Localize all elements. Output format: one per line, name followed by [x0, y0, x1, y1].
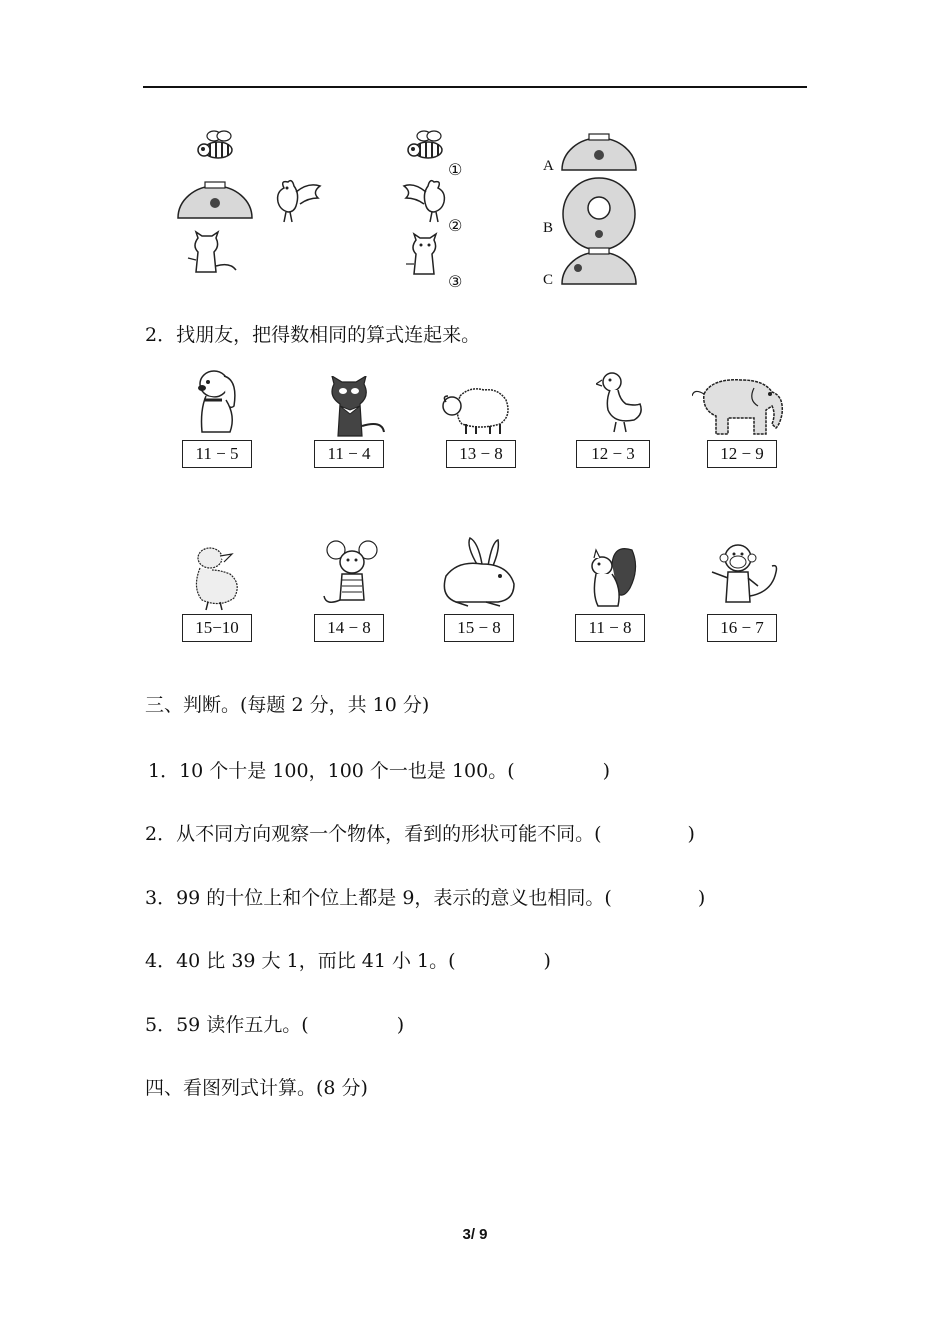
mouse-icon [322, 540, 380, 612]
option-letter-b: B [543, 220, 554, 236]
rooster-view-icon [404, 181, 444, 222]
bowl-option-a-icon [562, 134, 636, 170]
expression-box[interactable]: 14 − 8 [314, 614, 384, 642]
judge-item-text: 2．从不同方向观察一个物体，看到的形状可能不同。( [145, 823, 602, 845]
judge-item-text: 5．59 读作五九。( [145, 1014, 309, 1036]
judge-item-3 [145, 883, 705, 910]
close-paren: ) [697, 887, 706, 909]
close-paren: ) [396, 1014, 405, 1036]
close-paren: ) [543, 950, 551, 972]
bee-icon [198, 131, 232, 158]
rooster-icon [278, 181, 320, 222]
expression-box[interactable]: 16 − 7 [707, 614, 777, 642]
expression-box[interactable]: 15−10 [182, 614, 252, 642]
section-3-title: 三、判断。(每题 2 分，共 10 分) [145, 694, 430, 716]
marker-2: ② [448, 216, 463, 235]
sheep-icon [440, 386, 512, 438]
duckling-icon [190, 544, 246, 612]
judge-item-2 [145, 819, 695, 846]
expression-box[interactable]: 15 − 8 [444, 614, 514, 642]
option-letter-c: C [543, 272, 554, 288]
bowl-option-c-icon [562, 248, 636, 284]
option-letter-a: A [543, 158, 554, 174]
marker-3: ③ [448, 272, 463, 291]
squirrel-icon [584, 544, 640, 612]
cat-face-icon [326, 376, 388, 438]
bowl-icon [178, 182, 252, 218]
expression-box[interactable]: 12 − 3 [576, 440, 650, 468]
judge-item-4 [145, 946, 551, 973]
dog-icon [186, 366, 246, 438]
expression-box[interactable]: 12 − 9 [707, 440, 777, 468]
judge-item-1 [148, 756, 610, 783]
observation-figure [170, 120, 650, 300]
section-4-title: 四、看图列式计算。(8 分) [145, 1077, 368, 1099]
duck-icon [596, 370, 646, 438]
marker-1: ① [448, 160, 463, 179]
expression-box[interactable]: 13 − 8 [446, 440, 516, 468]
bee-view-icon [408, 131, 442, 158]
monkey-icon [706, 542, 780, 612]
cat-icon [188, 232, 236, 272]
rabbit-icon [436, 536, 520, 612]
elephant-icon [692, 374, 788, 440]
header-rule [143, 86, 807, 88]
expression-box[interactable]: 11 − 8 [575, 614, 645, 642]
judge-item-5 [145, 1010, 404, 1037]
page-number: 3/ 9 [462, 1226, 488, 1243]
judge-item-text: 3．99 的十位上和个位上都是 9，表示的意义也相同。( [145, 887, 612, 909]
judge-item-text: 1．10 个十是 100，100 个一也是 100。( [148, 760, 515, 782]
bowl-option-b-icon [563, 178, 635, 250]
cat-view-icon [406, 234, 436, 274]
expression-box[interactable]: 11 − 4 [314, 440, 384, 468]
judge-item-text: 4．40 比 39 大 1，而比 41 小 1。( [145, 950, 456, 972]
expression-box[interactable]: 11 − 5 [182, 440, 252, 468]
question-2-title: 2．找朋友，把得数相同的算式连起来。 [145, 324, 481, 346]
close-paren: ) [687, 823, 695, 845]
close-paren: ) [602, 760, 611, 782]
